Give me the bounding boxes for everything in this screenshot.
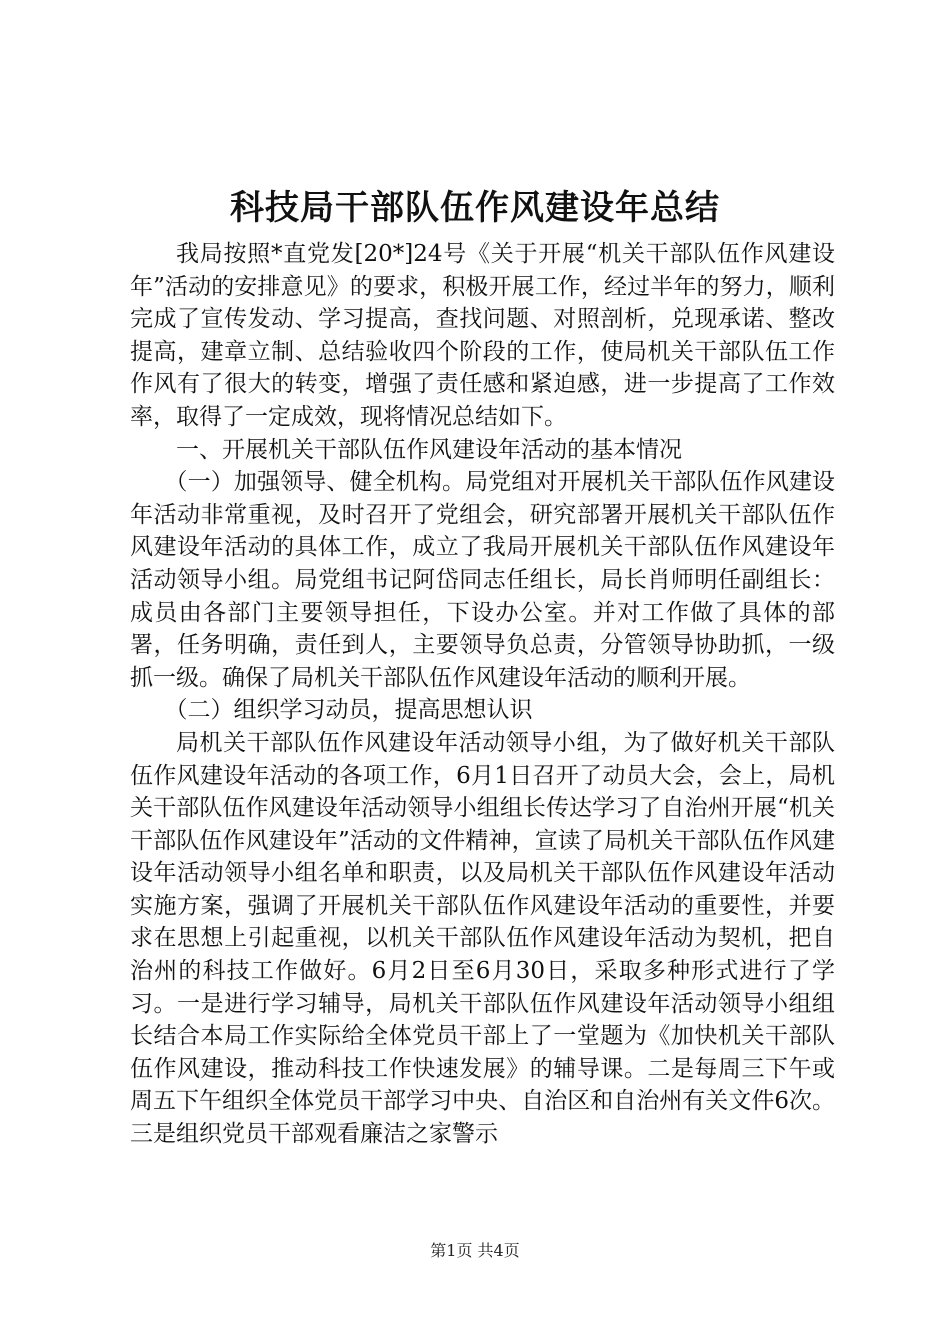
page-number-footer: 第1页 共4页 [430, 1241, 520, 1260]
subsection-heading-2: （二）组织学习动员，提高思想认识 [164, 697, 533, 724]
document-title: 科技局干部队伍作风建设年总结 [230, 188, 720, 228]
intro-paragraph: 我局按照*直党发[20*]24号《关于开展“机关干部队伍作风建设年”活动的安排意见》的要求，积极开展工作，经过半年的努力，顺利完成了宣传发动、学习提高，查找问题、对照剖析，兑现承诺、整改提高，建章立制、总结验收四个阶段的工作，使局机关干部队伍工作作风有了很大的转变，增强了责任感和紧迫感，进一步提高了工作效率，取得了一定成效，现将情况总结如下。 [130, 241, 835, 430]
subsection-paragraph-1: （一）加强领导、健全机构。局党组对开展机关干部队伍作风建设年活动非常重视，及时召开了党组会，研究部署开展机关干部队伍作风建设年活动的具体工作，成立了我局开展机关干部队伍作风建设年活动领导小组。局党组书记阿岱同志任组长，局长肖师明任副组长：成员由各部门主要领导担任，下设办公室。并对工作做了具体的部署，任务明确，责任到人，主要领导负总责，分管领导协助抓，一级抓一级。确保了局机关干部队伍作风建设年活动的顺利开展。 [130, 469, 835, 691]
section-heading-1: 一、开展机关干部队伍作风建设年活动的基本情况 [176, 436, 682, 463]
body-paragraph-2: 局机关干部队伍作风建设年活动领导小组，为了做好机关干部队伍作风建设年活动的各项工作，6月1日召开了动员大会，会上，局机关干部队伍作风建设年活动领导小组组长传达学习了自治州开展“机关干部队伍作风建设年”活动的文件精神，宣读了局机关干部队伍作风建设年活动领导小组名单和职责，以及局机关干部队伍作风建设年活动实施方案，强调了开展机关干部队伍作风建设年活动的重要性，并要求在思想上引起重视，以机关干部队伍作风建设年活动为契机，把自治州的科技工作做好。6月2日至6月30日，采取多种形式进行了学习。一是进行学习辅导，局机关干部队伍作风建设年活动领导小组组长结合本局工作实际给全体党员干部上了一堂题为《加快机关干部队伍作风建设，推动科技工作快速发展》的辅导课。二是每周三下午或周五下午组织全体党员干部学习中央、自治区和自治州有关文件6次。三是组织党员干部观看廉洁之家警示 [130, 729, 835, 1148]
document-body [130, 238, 835, 1151]
